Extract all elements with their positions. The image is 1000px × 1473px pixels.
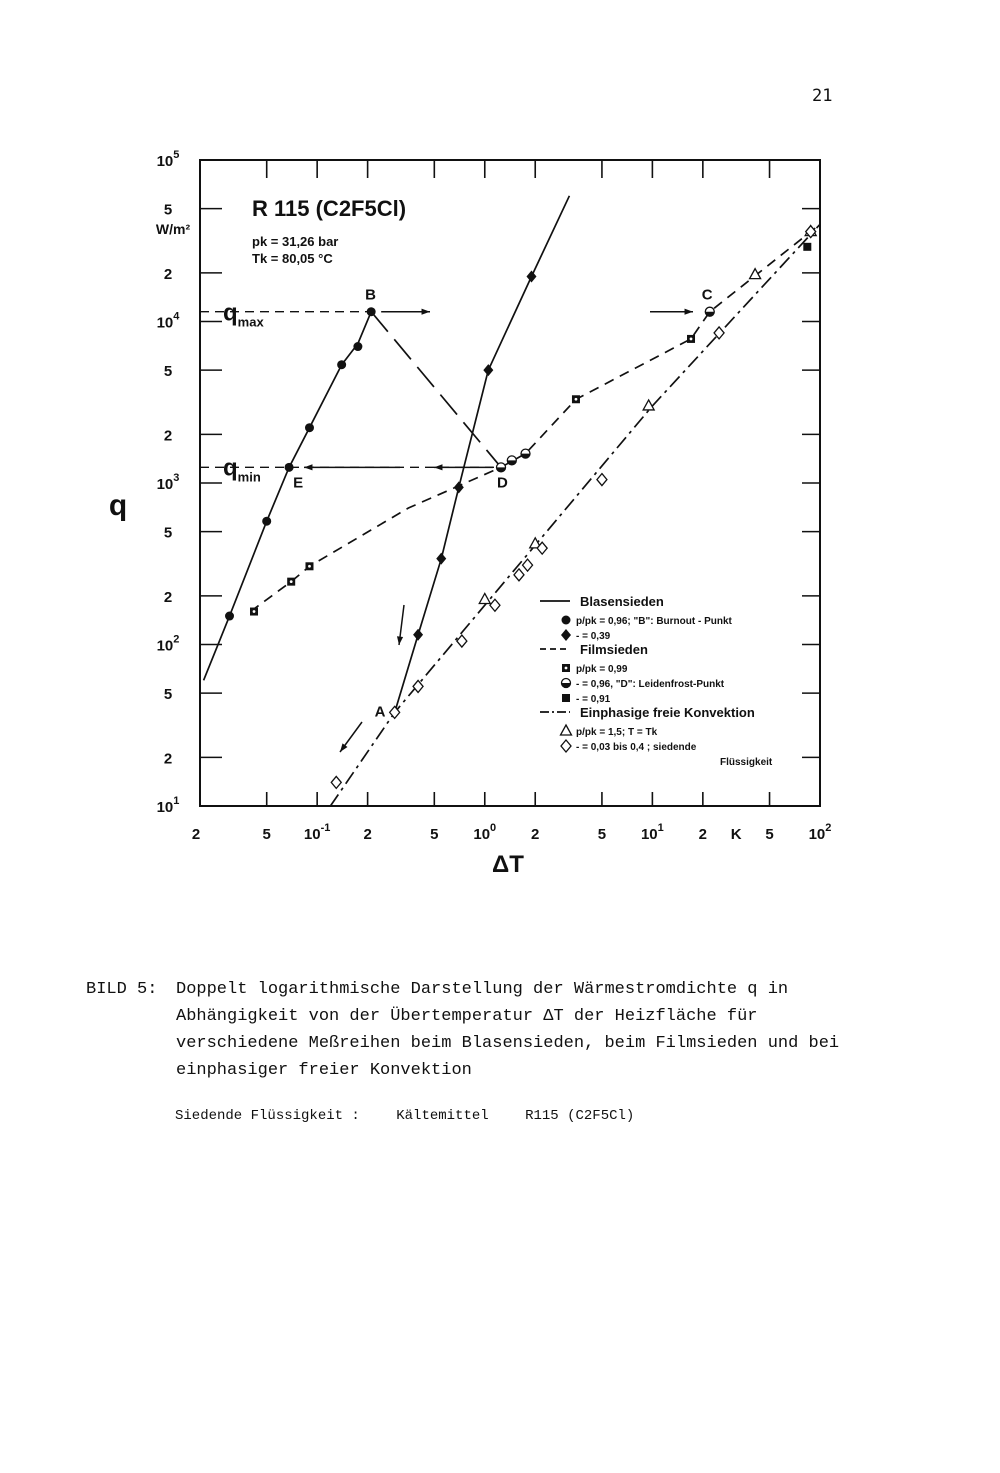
marker-square-dot-center: [253, 610, 256, 613]
x-tick-label: $10^0$: [473, 822, 497, 843]
y-tick-exponent: 2: [173, 633, 180, 646]
x-tick-label: 5: [765, 826, 774, 843]
caption-text: Doppelt logarithmische Darstellung der Wärmestromdichte q in Abhängigkeit von der Übertemperatur ΔT der Heizfläche für verschiedene Meßreihen beim Blasensieden, beim Filmsieden und bei einphasiger freier Konvektion: [176, 980, 840, 1080]
marker-diamond-open: [561, 740, 571, 752]
substance-label: Siedende Flüssigkeit :: [175, 1108, 360, 1124]
qmax-label: $q_{max}$: [223, 299, 264, 330]
point-label-b: B: [365, 286, 377, 304]
marker-diamond-open: [597, 474, 607, 486]
x-tick-label: 2: [363, 826, 372, 843]
legend-entry: p/pk = 0,96; "B": Burnout - Punkt: [576, 616, 732, 627]
legend-entry: p/pk = 0,99: [576, 664, 628, 675]
fit-line: [371, 312, 501, 468]
marker-diamond-open: [514, 569, 524, 581]
fit-line: [251, 224, 821, 611]
marker-circle-filled: [367, 307, 376, 316]
marker-square-dot-center: [575, 398, 578, 401]
arrow-to-c-head: [685, 309, 693, 315]
marker-triangle-open: [479, 593, 490, 603]
y-unit-label: W/m²: [155, 221, 191, 237]
marker-circle-filled: [225, 612, 234, 621]
y-tick-label: 2: [163, 588, 173, 606]
marker-square-dot-center: [290, 580, 293, 583]
marker-diamond-filled: [436, 553, 446, 565]
y-tick-exponent: 5: [173, 149, 180, 161]
x-tick-exponent: 1: [657, 822, 664, 834]
marker-diamond-open: [331, 776, 341, 788]
fit-line: [204, 312, 372, 681]
arrow-d-left-head: [434, 464, 442, 470]
marker-square-filled: [803, 243, 811, 251]
annotations: [200, 196, 713, 752]
substance-title: R 115 (C2F5Cl): [252, 196, 407, 221]
point-label-d: D: [497, 474, 508, 492]
y-tick-label: 5: [163, 363, 173, 381]
point-label-c: C: [701, 286, 713, 304]
marker-diamond-filled: [483, 364, 493, 376]
legend-heading: Blasensieden: [580, 594, 664, 609]
arrow-down-a-head: [397, 636, 403, 645]
y-tick-exponent: 3: [173, 472, 180, 484]
caption-label: BILD 5:: [86, 980, 158, 999]
marker-circle-filled: [337, 360, 346, 369]
x-unit-label: K: [730, 826, 742, 843]
marker-circle-filled: [353, 342, 362, 351]
marker-diamond-filled: [526, 270, 536, 282]
y-tick-label: 2: [163, 427, 173, 445]
y-axis-label: q: [108, 489, 128, 522]
point-label-e: E: [293, 474, 304, 492]
marker-triangle-open: [561, 725, 572, 735]
x-tick-label: $10^2$: [808, 822, 832, 843]
data-markers: [225, 226, 816, 789]
y-tick-label: 5: [163, 686, 173, 704]
x-tick-label: 2: [698, 826, 708, 843]
point-label-a: A: [374, 703, 386, 721]
legend-entry: - = 0,03 bis 0,4 ; siedende: [576, 742, 697, 753]
marker-square-dot-center: [565, 667, 568, 670]
x-tick-label: 2: [191, 826, 201, 843]
x-axis-label: ΔT: [492, 851, 524, 878]
marker-square-dot-center: [690, 338, 693, 341]
marker-square-dot-center: [308, 565, 311, 568]
marker-diamond-filled: [561, 629, 571, 641]
qmax-sub: max: [237, 314, 264, 330]
y-tick-label: $10^2$: [156, 633, 180, 655]
marker-square-filled: [562, 694, 570, 702]
legend-entry: Flüssigkeit: [720, 757, 773, 768]
x-tick-label: 5: [262, 826, 271, 843]
marker-circle-filled: [562, 616, 571, 625]
y-tick-exponent: 1: [173, 795, 180, 807]
legend: [540, 594, 773, 768]
y-tick-label: 2: [163, 750, 173, 768]
marker-diamond-open: [523, 559, 533, 571]
x-tick-label: 2: [531, 826, 540, 843]
legend-entry: p/pk = 1,5; T = Tk: [576, 727, 658, 738]
y-tick-label: $10^5$: [156, 149, 180, 170]
y-tick-exponent: 4: [173, 310, 180, 323]
x-tick-label: 5: [430, 826, 439, 843]
substance-medium: Kältemittel: [396, 1108, 489, 1124]
marker-diamond-filled: [454, 481, 464, 493]
y-tick-label: $10^4$: [156, 310, 180, 332]
legend-heading: Filmsieden: [580, 642, 648, 657]
qmin-sub: min: [237, 469, 261, 485]
y-tick-label: 2: [163, 265, 173, 283]
marker-diamond-open: [413, 680, 423, 692]
x-tick-label: $10^1$: [640, 822, 664, 843]
x-tick-exponent: 0: [490, 822, 497, 834]
legend-entry: - = 0,91: [576, 694, 611, 705]
substance-line: [175, 1108, 662, 1124]
critical-temperature: Tk = 80,05 °C: [252, 251, 333, 266]
legend-heading: Einphasige freie Konvektion: [580, 705, 755, 720]
marker-diamond-open: [457, 635, 467, 647]
arrow-to-e-head: [304, 464, 312, 470]
marker-diamond-open: [490, 599, 500, 611]
arrow-down-convection-head: [340, 743, 347, 752]
x-tick-label: 5: [597, 826, 607, 843]
y-tick-label: $10^3$: [156, 472, 180, 493]
legend-entry: - = 0,39: [576, 631, 611, 642]
page-number: 21: [812, 86, 833, 106]
marker-circle-filled: [262, 517, 271, 526]
x-tick-exponent: -1: [320, 822, 331, 834]
y-tick-label: 5: [163, 524, 173, 542]
legend-entry: - = 0,96, "D": Leidenfrost-Punkt: [576, 679, 725, 690]
y-tick-label: $10^1$: [156, 795, 180, 816]
critical-pressure: pk = 31,26 bar: [252, 234, 339, 249]
x-tick-exponent: 2: [825, 822, 832, 834]
x-tick-label: $10^{-1}$: [303, 822, 331, 843]
arrow-b-right-head: [422, 309, 430, 315]
substance-formula: R115 (C2F5Cl): [525, 1108, 635, 1124]
marker-circle-filled: [305, 423, 314, 432]
y-tick-label: 5: [163, 201, 173, 219]
marker-diamond-filled: [413, 629, 423, 641]
qmin-label: $q_{min}$: [223, 454, 261, 485]
